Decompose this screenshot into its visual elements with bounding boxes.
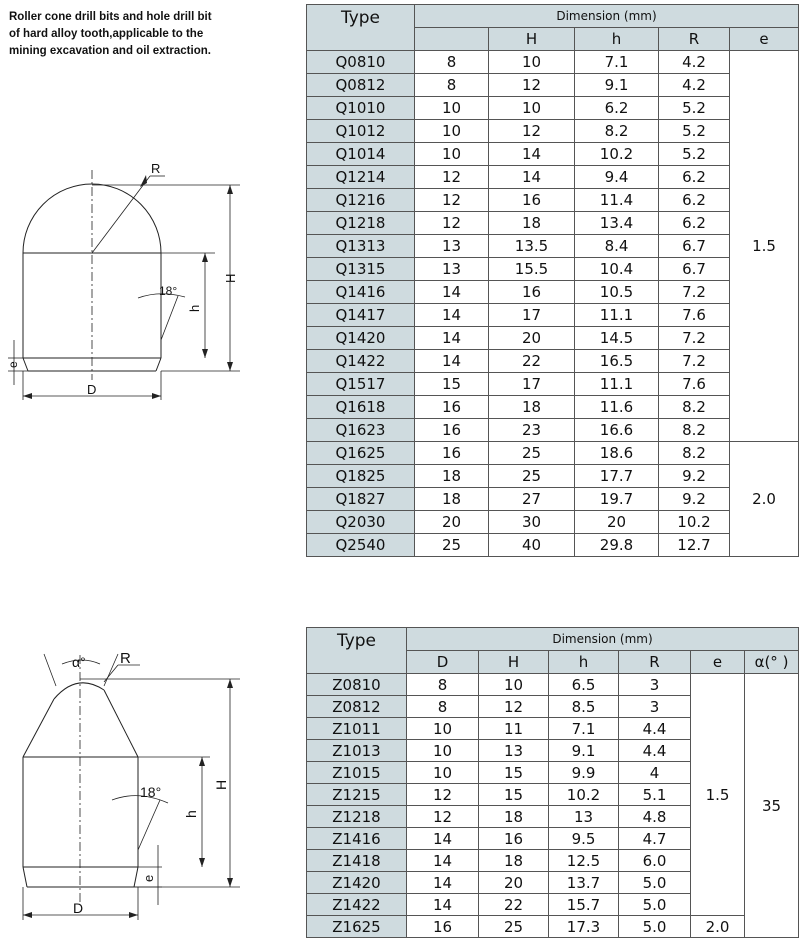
value-cell: 12.5	[549, 850, 619, 872]
fig2-label-r: R	[120, 650, 131, 667]
value-cell: 18	[489, 396, 575, 419]
value-cell: 15	[415, 373, 489, 396]
value-cell: 25	[479, 916, 549, 938]
fig1-label-h-upper: H	[223, 273, 238, 283]
type-cell: Q1623	[307, 419, 415, 442]
type-cell: Z1011	[307, 718, 407, 740]
dimension-header: Dimension (mm)	[415, 5, 799, 28]
column-header: H	[489, 28, 575, 51]
e-value-cell: 1.5	[730, 51, 799, 442]
value-cell: 13.5	[489, 235, 575, 258]
type-cell: Q0810	[307, 51, 415, 74]
value-cell: 12	[415, 212, 489, 235]
table-row	[307, 74, 799, 97]
type-cell: Z1625	[307, 916, 407, 938]
value-cell: 13	[549, 806, 619, 828]
fig2-label-h-lower: h	[183, 810, 199, 818]
table-row	[307, 304, 799, 327]
value-cell: 25	[415, 534, 489, 557]
type-cell: Z0810	[307, 674, 407, 696]
table-row	[307, 235, 799, 258]
type-cell: Q1315	[307, 258, 415, 281]
type-cell: Q1825	[307, 465, 415, 488]
type-cell: Q2030	[307, 511, 415, 534]
fig2-label-angle: 18°	[140, 784, 162, 800]
e-value-cell: 2.0	[730, 442, 799, 557]
type-header: Type	[307, 5, 415, 51]
value-cell: 4	[619, 762, 691, 784]
table-row	[307, 327, 799, 350]
fig1-label-angle: 18°	[159, 284, 178, 298]
value-cell: 16	[415, 396, 489, 419]
value-cell: 14	[415, 327, 489, 350]
table-row	[307, 488, 799, 511]
value-cell: 14	[489, 143, 575, 166]
value-cell: 12.7	[659, 534, 730, 557]
value-cell: 8.2	[659, 419, 730, 442]
value-cell: 11.4	[575, 189, 659, 212]
table-row	[307, 465, 799, 488]
value-cell: 9.2	[659, 488, 730, 511]
column-header: e	[691, 651, 745, 674]
value-cell: 12	[489, 120, 575, 143]
value-cell: 23	[489, 419, 575, 442]
value-cell: 15.7	[549, 894, 619, 916]
value-cell: 29.8	[575, 534, 659, 557]
table-row	[307, 258, 799, 281]
type-cell: Z1418	[307, 850, 407, 872]
value-cell: 22	[489, 350, 575, 373]
value-cell: 12	[479, 696, 549, 718]
type-cell: Q1216	[307, 189, 415, 212]
value-cell: 4.4	[619, 718, 691, 740]
type-cell: Q1014	[307, 143, 415, 166]
value-cell: 16	[489, 189, 575, 212]
value-cell: 10.5	[575, 281, 659, 304]
value-cell: 4.2	[659, 51, 730, 74]
value-cell: 20	[479, 872, 549, 894]
value-cell: 8.4	[575, 235, 659, 258]
table-row	[307, 166, 799, 189]
fig2-label-h-upper: H	[213, 779, 229, 790]
fig2-label-d: D	[73, 900, 84, 916]
value-cell: 9.1	[575, 74, 659, 97]
column-header: D	[407, 651, 479, 674]
value-cell: 15	[479, 784, 549, 806]
alpha-value-cell: 35	[745, 674, 799, 938]
value-cell: 7.2	[659, 327, 730, 350]
type-cell: Q1827	[307, 488, 415, 511]
value-cell: 16.6	[575, 419, 659, 442]
value-cell: 9.1	[549, 740, 619, 762]
column-header	[415, 28, 489, 51]
type-cell: Q1517	[307, 373, 415, 396]
intro-line: Roller cone drill bits and hole drill bit	[9, 11, 212, 23]
fig2-label-e: e	[141, 874, 156, 882]
value-cell: 8.5	[549, 696, 619, 718]
value-cell: 10	[489, 51, 575, 74]
table-row	[307, 373, 799, 396]
value-cell: 6.2	[659, 166, 730, 189]
intro-line: of hard alloy tooth,applicable to the	[9, 28, 204, 40]
value-cell: 25	[489, 442, 575, 465]
table-row	[307, 281, 799, 304]
value-cell: 6.0	[619, 850, 691, 872]
value-cell: 15.5	[489, 258, 575, 281]
table-row	[307, 51, 799, 74]
value-cell: 30	[489, 511, 575, 534]
table-row	[307, 534, 799, 557]
column-header: h	[549, 651, 619, 674]
column-header: α(° )	[745, 651, 799, 674]
value-cell: 13.4	[575, 212, 659, 235]
value-cell: 16.5	[575, 350, 659, 373]
value-cell: 14	[415, 304, 489, 327]
value-cell: 6.2	[575, 97, 659, 120]
type-cell: Q0812	[307, 74, 415, 97]
value-cell: 5.0	[619, 872, 691, 894]
value-cell: 4.8	[619, 806, 691, 828]
value-cell: 15	[479, 762, 549, 784]
value-cell: 12	[415, 166, 489, 189]
value-cell: 7.2	[659, 281, 730, 304]
type-cell: Q1625	[307, 442, 415, 465]
value-cell: 10	[415, 120, 489, 143]
value-cell: 4.7	[619, 828, 691, 850]
value-cell: 4.4	[619, 740, 691, 762]
type-cell: Z1422	[307, 894, 407, 916]
type-cell: Q1417	[307, 304, 415, 327]
type-cell: Z1015	[307, 762, 407, 784]
type-cell: Q1012	[307, 120, 415, 143]
table-row	[307, 442, 799, 465]
value-cell: 14.5	[575, 327, 659, 350]
value-cell: 17.3	[549, 916, 619, 938]
value-cell: 8.2	[659, 442, 730, 465]
table-row	[307, 120, 799, 143]
value-cell: 13.7	[549, 872, 619, 894]
table-row	[307, 212, 799, 235]
value-cell: 18	[415, 465, 489, 488]
value-cell: 10	[407, 762, 479, 784]
value-cell: 16	[489, 281, 575, 304]
table-row	[307, 916, 799, 938]
value-cell: 8	[407, 696, 479, 718]
type-cell: Q1416	[307, 281, 415, 304]
value-cell: 17.7	[575, 465, 659, 488]
table-row	[307, 143, 799, 166]
value-cell: 18	[479, 850, 549, 872]
value-cell: 9.5	[549, 828, 619, 850]
value-cell: 11.1	[575, 304, 659, 327]
type-cell: Q1422	[307, 350, 415, 373]
table-row	[307, 419, 799, 442]
value-cell: 19.7	[575, 488, 659, 511]
value-cell: 27	[489, 488, 575, 511]
type-cell: Q1218	[307, 212, 415, 235]
value-cell: 10	[415, 97, 489, 120]
value-cell: 7.6	[659, 304, 730, 327]
type-cell: Z1420	[307, 872, 407, 894]
value-cell: 6.2	[659, 189, 730, 212]
value-cell: 13	[415, 258, 489, 281]
value-cell: 7.1	[549, 718, 619, 740]
value-cell: 5.0	[619, 916, 691, 938]
value-cell: 13	[415, 235, 489, 258]
table-row	[307, 189, 799, 212]
value-cell: 13	[479, 740, 549, 762]
value-cell: 18	[479, 806, 549, 828]
value-cell: 18	[415, 488, 489, 511]
value-cell: 9.2	[659, 465, 730, 488]
value-cell: 10	[407, 718, 479, 740]
column-header: R	[619, 651, 691, 674]
value-cell: 3	[619, 674, 691, 696]
value-cell: 3	[619, 696, 691, 718]
value-cell: 10.2	[575, 143, 659, 166]
column-header: H	[479, 651, 549, 674]
type-cell: Q1313	[307, 235, 415, 258]
value-cell: 5.0	[619, 894, 691, 916]
table-row	[307, 511, 799, 534]
value-cell: 11	[479, 718, 549, 740]
intro-line: mining excavation and oil extraction.	[9, 45, 211, 57]
value-cell: 18	[489, 212, 575, 235]
type-cell: Q2540	[307, 534, 415, 557]
fig1-label-d: D	[87, 382, 97, 397]
type-cell: Q1420	[307, 327, 415, 350]
value-cell: 4.2	[659, 74, 730, 97]
value-cell: 8	[415, 51, 489, 74]
value-cell: 14	[415, 350, 489, 373]
table-row	[307, 350, 799, 373]
dimension-header: Dimension (mm)	[407, 628, 799, 651]
value-cell: 7.6	[659, 373, 730, 396]
value-cell: 20	[575, 511, 659, 534]
value-cell: 11.6	[575, 396, 659, 419]
value-cell: 16	[415, 419, 489, 442]
column-header: R	[659, 28, 730, 51]
value-cell: 14	[415, 281, 489, 304]
type-cell: Q1214	[307, 166, 415, 189]
column-header: e	[730, 28, 799, 51]
z-insert-drawing	[0, 640, 300, 930]
intro-text	[9, 9, 269, 60]
value-cell: 17	[489, 304, 575, 327]
value-cell: 20	[415, 511, 489, 534]
value-cell: 12	[407, 784, 479, 806]
fig1-label-e: e	[6, 361, 20, 368]
value-cell: 16	[479, 828, 549, 850]
table-row	[307, 674, 799, 696]
value-cell: 10.4	[575, 258, 659, 281]
table-row	[307, 97, 799, 120]
table-row	[307, 396, 799, 419]
fig1-label-r: R	[151, 161, 161, 176]
value-cell: 12	[489, 74, 575, 97]
value-cell: 8	[415, 74, 489, 97]
type-cell: Z1013	[307, 740, 407, 762]
column-header: h	[575, 28, 659, 51]
value-cell: 14	[407, 872, 479, 894]
value-cell: 14	[489, 166, 575, 189]
value-cell: 17	[489, 373, 575, 396]
value-cell: 10	[415, 143, 489, 166]
type-cell: Z1215	[307, 784, 407, 806]
value-cell: 22	[479, 894, 549, 916]
type-cell: Z1218	[307, 806, 407, 828]
value-cell: 14	[407, 828, 479, 850]
value-cell: 11.1	[575, 373, 659, 396]
value-cell: 8.2	[575, 120, 659, 143]
value-cell: 25	[489, 465, 575, 488]
value-cell: 12	[415, 189, 489, 212]
value-cell: 40	[489, 534, 575, 557]
value-cell: 14	[407, 850, 479, 872]
e-value-cell: 2.0	[691, 916, 745, 938]
type-cell: Z0812	[307, 696, 407, 718]
value-cell: 6.7	[659, 258, 730, 281]
value-cell: 10.2	[549, 784, 619, 806]
value-cell: 5.2	[659, 143, 730, 166]
value-cell: 10	[489, 97, 575, 120]
type-header: Type	[307, 628, 407, 674]
value-cell: 8	[407, 674, 479, 696]
value-cell: 6.5	[549, 674, 619, 696]
value-cell: 8.2	[659, 396, 730, 419]
q-series-dimension-table	[306, 4, 799, 557]
value-cell: 6.2	[659, 212, 730, 235]
type-cell: Q1618	[307, 396, 415, 419]
e-value-cell: 1.5	[691, 674, 745, 916]
value-cell: 20	[489, 327, 575, 350]
value-cell: 10	[479, 674, 549, 696]
q-insert-drawing	[0, 150, 300, 410]
value-cell: 9.4	[575, 166, 659, 189]
value-cell: 10.2	[659, 511, 730, 534]
value-cell: 16	[415, 442, 489, 465]
value-cell: 16	[407, 916, 479, 938]
value-cell: 10	[407, 740, 479, 762]
value-cell: 12	[407, 806, 479, 828]
value-cell: 5.2	[659, 120, 730, 143]
value-cell: 5.1	[619, 784, 691, 806]
z-series-dimension-table	[306, 627, 799, 938]
value-cell: 14	[407, 894, 479, 916]
value-cell: 5.2	[659, 97, 730, 120]
value-cell: 7.2	[659, 350, 730, 373]
value-cell: 9.9	[549, 762, 619, 784]
value-cell: 18.6	[575, 442, 659, 465]
fig1-label-h-lower: h	[187, 304, 202, 312]
value-cell: 6.7	[659, 235, 730, 258]
value-cell: 7.1	[575, 51, 659, 74]
type-cell: Z1416	[307, 828, 407, 850]
type-cell: Q1010	[307, 97, 415, 120]
fig2-label-alpha: α°	[72, 654, 86, 670]
